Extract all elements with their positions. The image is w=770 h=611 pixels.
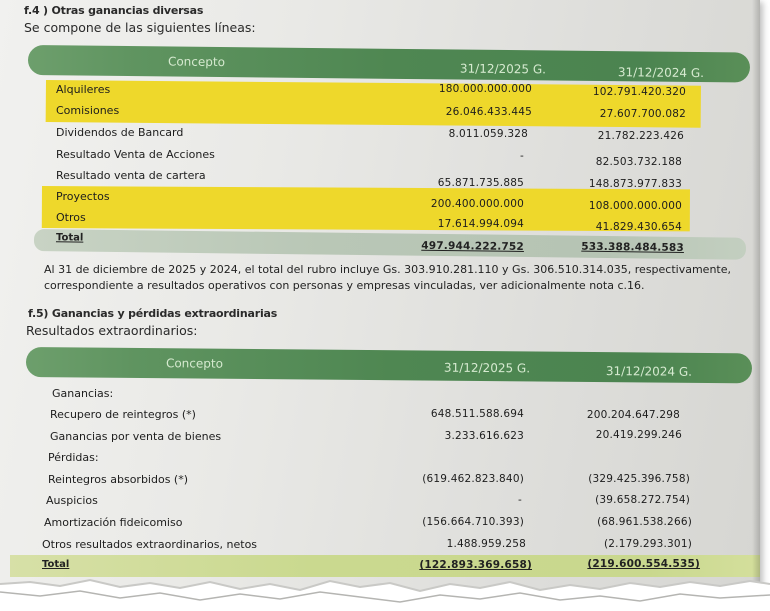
row-label: Dividendos de Bancard	[56, 126, 184, 139]
row-label: Ganancias por venta de bienes	[50, 430, 222, 443]
row-label: Pérdidas:	[48, 451, 99, 464]
row-label: Otros	[56, 211, 86, 224]
table-f4-header	[28, 45, 750, 83]
row-label: Recupero de reintegros (*)	[50, 408, 196, 421]
table-row	[56, 100, 706, 121]
row-label: Ganancias:	[52, 387, 114, 400]
row-label: Otros resultados extraordinarios, netos	[42, 538, 258, 551]
value-2025: 8.011.059.328	[448, 128, 528, 140]
note-paragraph	[44, 262, 731, 294]
value-2025: 200.400.000.000	[430, 198, 524, 210]
header-2025: 31/12/2025 G.	[443, 360, 531, 376]
value-2025: -	[520, 150, 524, 162]
value-2025: 648.511.588.694	[430, 408, 524, 420]
total-2024: (219.600.554.535)	[587, 558, 700, 570]
value-2024: 102.791.420.320	[592, 86, 686, 98]
header-2025: 31/12/2025 G.	[459, 61, 547, 77]
table-f5-header	[26, 347, 752, 383]
header-concepto: Concepto	[167, 54, 226, 70]
table-row	[46, 490, 696, 511]
table-row	[56, 122, 706, 143]
value-2024: 20.419.299.246	[595, 429, 682, 441]
total-row	[10, 555, 760, 577]
total-row	[34, 229, 746, 260]
row-label: Resultado venta de cartera	[56, 169, 206, 182]
table-row	[50, 426, 700, 447]
row-label: Resultado Venta de Acciones	[56, 148, 215, 161]
total-2025: (122.893.369.658)	[419, 559, 532, 571]
row-label: Amortización fideicomiso	[44, 516, 183, 529]
table-row	[56, 144, 706, 168]
value-2024: 21.782.223.426	[597, 130, 684, 142]
value-2025: (156.664.710.393)	[422, 516, 524, 528]
table-row	[56, 79, 706, 100]
value-2024: 82.503.732.188	[595, 156, 682, 168]
table-row	[50, 404, 700, 425]
row-label: Auspicios	[46, 494, 98, 507]
section-f5-title: f.5) Ganancias y pérdidas extraordinarias	[28, 307, 278, 320]
total-label: Total	[42, 559, 70, 570]
group-label-perdidas	[48, 447, 698, 468]
value-2025: 1.488.959.258	[446, 538, 526, 550]
value-2024: 200.204.647.298	[586, 409, 680, 421]
value-2025: 26.046.433.445	[445, 106, 532, 118]
table-row	[56, 207, 706, 233]
value-2024: 148.873.977.833	[588, 178, 682, 190]
value-2025: 3.233.616.623	[444, 430, 524, 442]
value-2025: (619.462.823.840)	[422, 473, 524, 485]
value-2024: (329.425.396.758)	[588, 473, 690, 485]
section-f4-title: f.4 ) Otras ganancias diversas	[24, 4, 204, 17]
total-label: Total	[55, 232, 84, 244]
total-2025: 497.944.222.752	[421, 239, 525, 253]
header-2024: 31/12/2024 G.	[605, 364, 693, 379]
value-2025: 17.614.994.094	[437, 218, 524, 230]
value-2025: -	[518, 494, 522, 506]
section-f4-subtitle: Se compone de las siguientes líneas:	[24, 20, 256, 35]
total-2024: 533.388.484.583	[581, 240, 685, 254]
header-concepto: Concepto	[165, 356, 224, 371]
row-label: Proyectos	[56, 190, 110, 203]
row-label: Reintegros absorbidos (*)	[48, 473, 189, 486]
header-2024: 31/12/2024 G.	[617, 65, 705, 81]
value-2024: (68.961.538.266)	[597, 516, 692, 528]
note-line-2: correspondiente a resultados operativos con personas y empresas vinculadas, ver adicionalmente nota c.16.	[44, 279, 645, 292]
section-f5-subtitle: Resultados extraordinarios:	[26, 323, 198, 338]
row-label: Comisiones	[56, 104, 120, 117]
value-2024: (39.658.272.754)	[595, 494, 690, 506]
value-2024: 27.607.700.082	[599, 108, 686, 120]
table-row	[42, 534, 692, 555]
table-row	[48, 469, 698, 490]
group-label-ganancias	[52, 383, 702, 404]
table-row	[56, 186, 706, 212]
value-2024: 41.829.430.654	[595, 221, 682, 233]
value-2024: 108.000.000.000	[588, 200, 682, 212]
value-2025: 180.000.000.000	[438, 83, 532, 95]
value-2025: 65.871.735.885	[437, 177, 524, 189]
row-label: Alquileres	[56, 83, 111, 96]
table-row	[44, 512, 694, 533]
note-line-1: Al 31 de diciembre de 2025 y 2024, el total del rubro incluye Gs. 303.910.281.110 y Gs. 306.510.314.035, respectivamente,	[44, 263, 732, 276]
table-row	[56, 165, 706, 190]
torn-paper-edge	[0, 578, 770, 611]
value-2024: (2.179.293.301)	[603, 538, 692, 550]
